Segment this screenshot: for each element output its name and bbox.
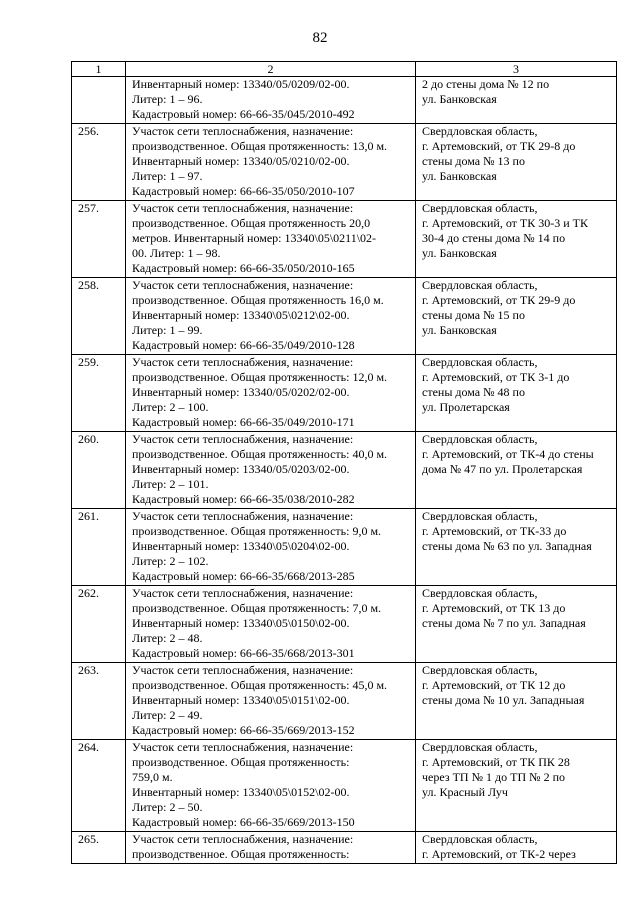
location-line: Свердловская область, [422, 201, 538, 215]
description-line: производственное. Общая протяженность: 9,0 м. [132, 524, 382, 538]
location-line: г. Артемовский, от ТК-2 через [422, 847, 576, 861]
page-number: 82 [312, 30, 328, 46]
location-line: дома № 47 по ул. Пролетарская [422, 462, 583, 476]
table-row [72, 124, 617, 201]
location-line: 2 до стены дома № 12 по [422, 77, 550, 91]
object-location [416, 586, 617, 663]
description-line: Инвентарный номер: 13340\05\0152\02-00. [132, 785, 350, 799]
description-line: Литер: 2 – 48. [132, 631, 203, 645]
location-line: г. Артемовский, от ТК 12 до [422, 678, 566, 692]
location-line: 30-4 до стены дома № 14 по [422, 231, 566, 245]
location-line: ул. Банковская [422, 246, 497, 260]
description-line: производственное. Общая протяженность: 13,0 м. [132, 139, 388, 153]
location-line: стены дома № 13 по [422, 154, 525, 168]
object-description [126, 586, 416, 663]
location-line: г. Артемовский, от ТК-4 до стены [422, 447, 594, 461]
object-location [416, 832, 617, 864]
description-line: Участок сети теплоснабжения, назначение: [132, 509, 354, 523]
description-line: производственное. Общая протяженность: 45,0 м. [132, 678, 388, 692]
description-line: Литер: 1 – 99. [132, 323, 203, 337]
location-line: г. Артемовский, от ТК 29-9 до [422, 293, 576, 307]
object-location [416, 740, 617, 832]
property-registry-table [71, 61, 617, 864]
table-row [72, 509, 617, 586]
object-description [126, 77, 416, 124]
object-description [126, 355, 416, 432]
description-line: Участок сети теплоснабжения, назначение: [132, 740, 354, 754]
row-number: 261. [72, 509, 126, 586]
location-line: Свердловская область, [422, 509, 538, 523]
description-line: Кадастровый номер: 66-66-35/050/2010-107 [132, 184, 355, 198]
description-line: Литер: 1 – 97. [132, 169, 203, 183]
description-line: производственное. Общая протяженность: [132, 847, 350, 861]
description-line: производственное. Общая протяженность: 12,0 м. [132, 370, 388, 384]
description-line: Кадастровый номер: 66-66-35/049/2010-171 [132, 415, 355, 429]
location-line: через ТП № 1 до ТП № 2 по [422, 770, 565, 784]
row-number: 256. [72, 124, 126, 201]
description-line: производственное. Общая протяженность: 7,0 м. [132, 601, 382, 615]
row-number: 262. [72, 586, 126, 663]
object-location [416, 201, 617, 278]
table-row [72, 77, 617, 124]
location-line: Свердловская область, [422, 124, 538, 138]
object-description [126, 432, 416, 509]
location-line: Свердловская область, [422, 586, 538, 600]
description-line: Участок сети теплоснабжения, назначение: [132, 432, 354, 446]
row-number: 259. [72, 355, 126, 432]
description-line: производственное. Общая протяженность 16,0 м. [132, 293, 384, 307]
description-line: метров. Инвентарный номер: 13340\05\0211\02- [132, 231, 377, 245]
object-location [416, 663, 617, 740]
location-line: стены дома № 15 по [422, 308, 525, 322]
description-line: Участок сети теплоснабжения, назначение: [132, 586, 354, 600]
description-line: Кадастровый номер: 66-66-35/669/2013-150 [132, 815, 355, 829]
table-body [72, 77, 617, 864]
object-description [126, 663, 416, 740]
description-line: Литер: 2 – 102. [132, 554, 209, 568]
row-number: 265. [72, 832, 126, 864]
description-line: Литер: 2 – 50. [132, 800, 203, 814]
object-description [126, 201, 416, 278]
description-line: Кадастровый номер: 66-66-35/668/2013-301 [132, 646, 355, 660]
location-line: г. Артемовский, от ТК 30-3 и ТК [422, 216, 589, 230]
row-number [72, 77, 126, 124]
location-line: Свердловская область, [422, 355, 538, 369]
table-row [72, 201, 617, 278]
description-line: Участок сети теплоснабжения, назначение: [132, 124, 354, 138]
description-line: Литер: 2 – 101. [132, 477, 209, 491]
row-number: 264. [72, 740, 126, 832]
location-line: ул. Банковская [422, 92, 497, 106]
description-line: производственное. Общая протяженность 20,0 [132, 216, 371, 230]
location-line: г. Артемовский, от ТК 13 до [422, 601, 566, 615]
description-line: Инвентарный номер: 13340\05\0204\02-00. [132, 539, 350, 553]
description-line: Кадастровый номер: 66-66-35/050/2010-165 [132, 261, 355, 275]
description-line: Участок сети теплоснабжения, назначение: [132, 355, 354, 369]
location-line: стены дома № 7 по ул. Западная [422, 616, 586, 630]
location-line: стены дома № 63 по ул. Западная [422, 539, 592, 553]
description-line: Кадастровый номер: 66-66-35/669/2013-152 [132, 723, 355, 737]
column-header-3: 3 [416, 62, 617, 77]
description-line: Участок сети теплоснабжения, назначение: [132, 663, 354, 677]
description-line: Участок сети теплоснабжения, назначение: [132, 201, 354, 215]
description-line: Участок сети теплоснабжения, назначение: [132, 832, 354, 846]
location-line: Свердловская область, [422, 278, 538, 292]
location-line: г. Артемовский, от ТК 3-1 до [422, 370, 570, 384]
description-line: Инвентарный номер: 13340/05/0202/02-00. [132, 385, 350, 399]
location-line: Свердловская область, [422, 740, 538, 754]
object-description [126, 832, 416, 864]
object-location [416, 124, 617, 201]
description-line: Литер: 2 – 100. [132, 400, 209, 414]
location-line: г. Артемовский, от ТК-33 до [422, 524, 567, 538]
description-line: Кадастровый номер: 66-66-35/045/2010-492 [132, 107, 355, 121]
description-line: Инвентарный номер: 13340\05\0212\02-00. [132, 308, 350, 322]
table-row [72, 355, 617, 432]
column-header-1: 1 [72, 62, 126, 77]
table-row [72, 586, 617, 663]
object-description [126, 278, 416, 355]
table-row [72, 432, 617, 509]
row-number: 258. [72, 278, 126, 355]
description-line: Кадастровый номер: 66-66-35/668/2013-285 [132, 569, 355, 583]
object-description [126, 740, 416, 832]
location-line: ул. Банковская [422, 169, 497, 183]
description-line: Инвентарный номер: 13340/05/0203/02-00. [132, 462, 350, 476]
description-line: Литер: 2 – 49. [132, 708, 203, 722]
location-line: ул. Банковская [422, 323, 497, 337]
description-line: Инвентарный номер: 13340\05\0150\02-00. [132, 616, 350, 630]
location-line: Свердловская область, [422, 832, 538, 846]
location-line: ул. Пролетарская [422, 400, 510, 414]
description-line: Участок сети теплоснабжения, назначение: [132, 278, 354, 292]
description-line: Инвентарный номер: 13340/05/0210/02-00. [132, 154, 350, 168]
location-line: г. Артемовский, от ТК 29-8 до [422, 139, 576, 153]
row-number: 263. [72, 663, 126, 740]
description-line: 759,0 м. [132, 770, 173, 784]
description-line: производственное. Общая протяженность: 40,0 м. [132, 447, 388, 461]
table-row [72, 832, 617, 864]
object-location [416, 432, 617, 509]
object-description [126, 124, 416, 201]
location-line: Свердловская область, [422, 663, 538, 677]
location-line: г. Артемовский, от ТК ПК 28 [422, 755, 570, 769]
description-line: производственное. Общая протяженность: [132, 755, 350, 769]
table-row [72, 278, 617, 355]
table-row [72, 663, 617, 740]
column-header-2: 2 [126, 62, 416, 77]
location-line: стены дома № 10 ул. Западныая [422, 693, 585, 707]
table-row [72, 740, 617, 832]
object-location [416, 509, 617, 586]
description-line: Инвентарный номер: 13340\05\0151\02-00. [132, 693, 350, 707]
object-description [126, 509, 416, 586]
description-line: Литер: 1 – 96. [132, 92, 203, 106]
location-line: ул. Красный Луч [422, 785, 508, 799]
row-number: 260. [72, 432, 126, 509]
object-location [416, 355, 617, 432]
description-line: 00. Литер: 1 – 98. [132, 246, 221, 260]
description-line: Инвентарный номер: 13340/05/0209/02-00. [132, 77, 350, 91]
location-line: Свердловская область, [422, 432, 538, 446]
object-location [416, 77, 617, 124]
description-line: Кадастровый номер: 66-66-35/038/2010-282 [132, 492, 355, 506]
location-line: стены дома № 48 по [422, 385, 525, 399]
description-line: Кадастровый номер: 66-66-35/049/2010-128 [132, 338, 355, 352]
row-number: 257. [72, 201, 126, 278]
object-location [416, 278, 617, 355]
table-header-row [72, 62, 617, 77]
